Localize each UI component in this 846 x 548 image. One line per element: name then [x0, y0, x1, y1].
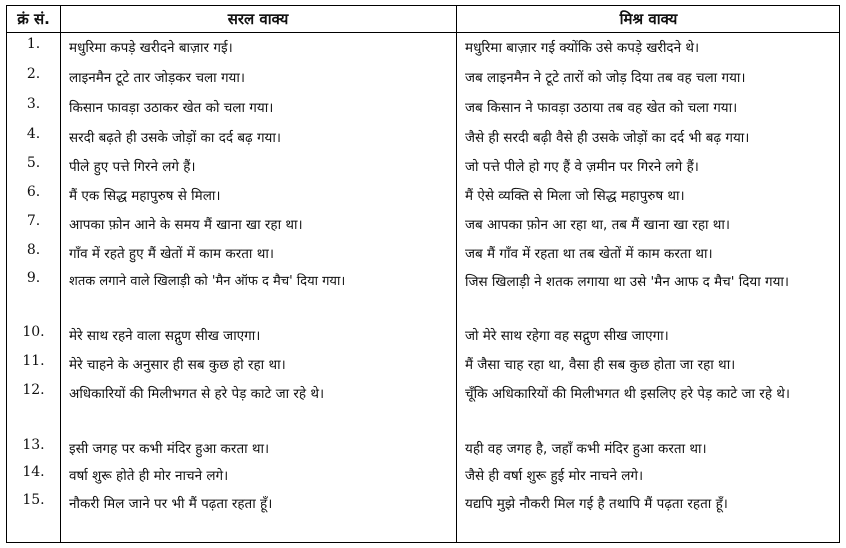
row-number: 14. — [22, 464, 45, 480]
simple-sentence: मधुरिमा कपड़े खरीदने बाज़ार गई। — [69, 40, 233, 56]
comparison-table — [6, 5, 840, 543]
row-number: 10. — [22, 324, 45, 340]
row-number: 8. — [26, 242, 41, 258]
header-serial: क्रं सं. — [17, 10, 50, 28]
column-divider — [456, 6, 457, 542]
complex-sentence: यद्यपि मुझे नौकरी मिल गई है तथापि मैं पढ़ता रहता हूँ। — [465, 496, 728, 512]
simple-sentence: लाइनमैन टूटे तार जोड़कर चला गया। — [69, 70, 246, 86]
row-number: 15. — [22, 492, 45, 508]
simple-sentence: अधिकारियों की मिलीभगत से हरे पेड़ काटे जा रहे थे। — [69, 386, 325, 402]
simple-sentence: किसान फावड़ा उठाकर खेत को चला गया। — [69, 100, 274, 116]
simple-sentence: शतक लगाने वाले खिलाड़ी को 'मैन ऑफ द मैच' दिया गया। — [69, 274, 346, 289]
complex-sentence: जैसे ही वर्षा शुरू हुई मोर नाचने लगे। — [465, 468, 644, 484]
row-number: 12. — [22, 382, 45, 398]
complex-sentence: जब मैं गाँव में रहता था तब खेतों में काम करता था। — [465, 246, 713, 262]
complex-sentence: चूँकि अधिकारियों की मिलीभगत थी इसलिए हरे पेड़ काटे जा रहे थे। — [465, 386, 791, 402]
simple-sentence: मैं एक सिद्ध महापुरुष से मिला। — [69, 188, 221, 204]
row-number: 4. — [26, 126, 41, 142]
complex-sentence: मधुरिमा बाज़ार गई क्योंकि उसे कपड़े खरीदने थे। — [465, 40, 700, 56]
simple-sentence: नौकरी मिल जाने पर भी मैं पढ़ता रहता हूँ। — [69, 496, 273, 512]
complex-sentence: जो पत्ते पीले हो गए हैं वे ज़मीन पर गिरने लगे हैं। — [465, 159, 699, 175]
header-simple-sentence: सरल वाक्य — [227, 10, 289, 28]
complex-sentence: जब आपका फ़ोन आ रहा था, तब मैं खाना खा रहा था। — [465, 217, 731, 233]
row-number: 1. — [26, 36, 41, 52]
row-number: 13. — [22, 437, 45, 453]
complex-sentence: मैं जैसा चाह रहा था, वैसा ही सब कुछ होता जा रहा था। — [465, 357, 736, 373]
simple-sentence: आपका फ़ोन आने के समय मैं खाना खा रहा था। — [69, 217, 303, 233]
complex-sentence: जैसे ही सरदी बढ़ी वैसे ही उसके जोड़ों का दर्द भी बढ़ गया। — [465, 130, 750, 146]
simple-sentence: मेरे चाहने के अनुसार ही सब कुछ हो रहा था। — [69, 357, 286, 373]
simple-sentence: मेरे साथ रहने वाला सद्गुण सीख जाएगा। — [69, 328, 261, 344]
row-number: 2. — [26, 66, 41, 82]
header-complex-sentence: मिश्र वाक्य — [619, 10, 678, 28]
simple-sentence: सरदी बढ़ते ही उसके जोड़ों का दर्द बढ़ गया। — [69, 130, 281, 146]
simple-sentence: इसी जगह पर कभी मंदिर हुआ करता था। — [69, 441, 270, 457]
row-number: 6. — [26, 184, 41, 200]
column-divider — [60, 6, 61, 542]
row-number: 5. — [26, 155, 41, 171]
simple-sentence: पीले हुए पत्ते गिरने लगे हैं। — [69, 159, 196, 175]
complex-sentence: जब किसान ने फावड़ा उठाया तब वह खेत को चला गया। — [465, 100, 738, 116]
complex-sentence: मैं ऐसे व्यक्ति से मिला जो सिद्ध महापुरुष था। — [465, 188, 685, 204]
row-number: 9. — [26, 270, 41, 286]
complex-sentence: जो मेरे साथ रहेगा वह सद्गुण सीख जाएगा। — [465, 328, 669, 344]
row-number: 11. — [22, 353, 45, 369]
simple-sentence: गाँव में रहते हुए मैं खेतों में काम करता था। — [69, 246, 274, 262]
row-number: 3. — [26, 96, 41, 112]
complex-sentence: जब लाइनमैन ने टूटे तारों को जोड़ दिया तब वह चला गया। — [465, 70, 746, 86]
simple-sentence: वर्षा शुरू होते ही मोर नाचने लगे। — [69, 468, 229, 484]
complex-sentence: यही वह जगह है, जहाँ कभी मंदिर हुआ करता था। — [465, 441, 707, 457]
header-divider — [7, 32, 839, 33]
complex-sentence: जिस खिलाड़ी ने शतक लगाया था उसे 'मैन आफ द मैच' दिया गया। — [465, 274, 790, 290]
row-number: 7. — [26, 213, 41, 229]
